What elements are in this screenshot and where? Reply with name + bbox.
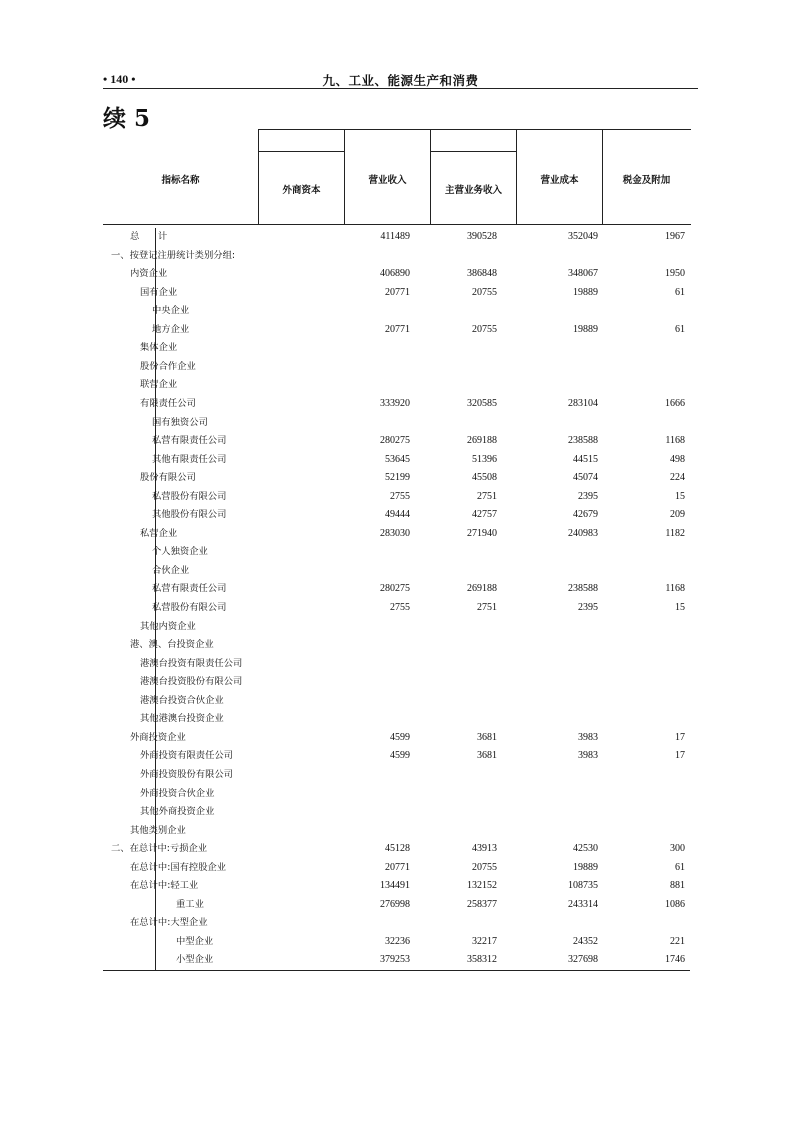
row-value-v4: 1967 bbox=[665, 231, 685, 242]
row-value-v2: 51396 bbox=[472, 453, 497, 465]
table-row bbox=[103, 543, 690, 561]
table-row bbox=[103, 228, 690, 246]
row-label: 港澳台投资合伙企业 bbox=[140, 694, 224, 706]
row-value-v1: 276998 bbox=[380, 898, 410, 910]
table-row bbox=[103, 358, 690, 376]
row-value-v1: 4599 bbox=[390, 750, 410, 762]
row-value-v1: 49444 bbox=[385, 509, 410, 521]
table-row bbox=[103, 877, 690, 895]
row-value-v1: 280275 bbox=[380, 435, 410, 447]
row-label: 外商投资股份有限公司 bbox=[140, 768, 233, 780]
row-label: 国有独资公司 bbox=[152, 416, 208, 428]
column-header-indicator: 指标名称 bbox=[161, 175, 200, 186]
row-value-v3: 238588 bbox=[568, 583, 598, 595]
row-value-v2: 3681 bbox=[477, 750, 497, 762]
row-value-v4: 15 bbox=[675, 490, 685, 502]
row-value-v2: 132152 bbox=[467, 880, 497, 892]
row-label: 港澳台投资有限责任公司 bbox=[140, 657, 243, 669]
row-value-v1: 280275 bbox=[380, 583, 410, 595]
table-bottom-rule bbox=[103, 970, 690, 971]
row-label: 重工业 bbox=[176, 898, 204, 910]
column-header-foreign-capital: 外商资本 bbox=[282, 185, 321, 196]
chapter-title: 九、工业、能源生产和消费 bbox=[322, 73, 479, 88]
table-row bbox=[103, 747, 690, 765]
row-value-v2: 32217 bbox=[472, 935, 497, 947]
table-row bbox=[103, 376, 690, 394]
row-value-v4: 300 bbox=[670, 843, 685, 855]
table-row bbox=[103, 580, 690, 598]
row-value-v1: 134491 bbox=[380, 880, 410, 892]
row-value-v2: 258377 bbox=[467, 898, 497, 910]
column-header-operating-revenue: 营业收入 bbox=[368, 175, 407, 186]
row-value-v3: 108735 bbox=[568, 880, 598, 892]
row-value-v4: 498 bbox=[670, 453, 685, 465]
row-value-v3: 19889 bbox=[573, 323, 598, 335]
row-value-v2: 45508 bbox=[472, 472, 497, 484]
row-value-v4: 1746 bbox=[665, 954, 685, 966]
row-value-v2: 20755 bbox=[472, 861, 497, 873]
row-label: 在总计中:轻工业 bbox=[130, 880, 199, 892]
row-value-v1: 20771 bbox=[385, 861, 410, 873]
table-row bbox=[103, 506, 690, 524]
table-row bbox=[103, 265, 690, 283]
row-value-v2: 3681 bbox=[477, 731, 497, 743]
row-value-v1: 53645 bbox=[385, 453, 410, 465]
row-value-v3: 283104 bbox=[568, 397, 598, 409]
table-row bbox=[103, 284, 690, 302]
row-value-v1: 20771 bbox=[385, 323, 410, 335]
row-label: 私营股份有限公司 bbox=[152, 602, 227, 613]
row-value-v3: 24352 bbox=[573, 935, 598, 947]
row-label: 合伙企业 bbox=[152, 564, 190, 576]
row-value-v2: 2751 bbox=[477, 490, 497, 502]
row-value-v3: 327698 bbox=[568, 954, 598, 966]
table-row bbox=[103, 729, 690, 747]
page-number: • 140 • bbox=[103, 72, 136, 86]
row-label: 在总计中:大型企业 bbox=[130, 917, 208, 929]
row-value-v4: 61 bbox=[675, 286, 685, 298]
table-row bbox=[103, 914, 690, 932]
row-value-v1: 406890 bbox=[380, 268, 410, 280]
table-row bbox=[103, 488, 690, 506]
row-label: 私营有限责任公司 bbox=[152, 583, 227, 595]
row-value-v3: 3983 bbox=[578, 731, 598, 743]
row-value-v4: 1086 bbox=[665, 898, 685, 910]
continuation-title: 续 5 bbox=[103, 105, 151, 132]
row-value-v4: 881 bbox=[670, 880, 685, 892]
row-value-v1: 411489 bbox=[380, 231, 410, 242]
row-label: 有限责任公司 bbox=[140, 397, 196, 409]
row-value-v4: 224 bbox=[670, 472, 685, 484]
column-header-taxes-surcharges: 税金及附加 bbox=[622, 175, 671, 186]
row-label: 国有企业 bbox=[140, 286, 178, 298]
row-value-v2: 358312 bbox=[467, 954, 497, 966]
table-row bbox=[103, 469, 690, 487]
row-value-v2: 320585 bbox=[467, 397, 497, 409]
row-value-v2: 2751 bbox=[477, 602, 497, 613]
row-label: 地方企业 bbox=[152, 323, 190, 335]
row-value-v3: 243314 bbox=[568, 898, 598, 910]
row-label: 中型企业 bbox=[176, 935, 214, 947]
row-value-v2: 20755 bbox=[472, 323, 497, 335]
row-label: 其他股份有限公司 bbox=[152, 509, 227, 521]
row-value-v3: 44515 bbox=[573, 453, 598, 465]
table-row bbox=[103, 247, 690, 265]
row-value-v1: 32236 bbox=[385, 935, 410, 947]
table-row bbox=[103, 655, 690, 673]
table-row bbox=[103, 432, 690, 450]
row-label: 联营企业 bbox=[140, 379, 178, 391]
row-value-v3: 348067 bbox=[568, 268, 598, 280]
row-value-v1: 45128 bbox=[385, 843, 410, 855]
table-row bbox=[103, 822, 690, 840]
row-label: 港、澳、台投资企业 bbox=[130, 639, 214, 651]
row-value-v4: 17 bbox=[675, 731, 685, 743]
row-label: 一、按登记注册统计类别分组: bbox=[111, 249, 235, 261]
row-label: 小型企业 bbox=[176, 954, 214, 966]
row-value-v3: 42679 bbox=[573, 509, 598, 521]
row-value-v2: 386848 bbox=[467, 268, 497, 280]
row-value-v2: 390528 bbox=[467, 231, 497, 242]
row-value-v4: 1182 bbox=[665, 527, 685, 539]
row-label: 内资企业 bbox=[130, 268, 168, 280]
row-label: 私营企业 bbox=[140, 527, 178, 539]
row-value-v3: 2395 bbox=[578, 490, 598, 502]
table-row bbox=[103, 302, 690, 320]
row-value-v3: 352049 bbox=[568, 231, 598, 242]
table-row bbox=[103, 451, 690, 469]
table-row bbox=[103, 321, 690, 339]
row-label: 股份有限公司 bbox=[140, 472, 196, 484]
table-row bbox=[103, 692, 690, 710]
row-label: 其他内资企业 bbox=[140, 620, 196, 632]
row-label: 其他外商投资企业 bbox=[140, 806, 215, 818]
row-label: 外商投资企业 bbox=[130, 731, 186, 743]
row-label: 私营有限责任公司 bbox=[152, 435, 227, 447]
row-value-v4: 1168 bbox=[665, 435, 685, 447]
row-label: 外商投资合伙企业 bbox=[140, 787, 215, 799]
row-value-v2: 271940 bbox=[467, 527, 497, 539]
row-label: 其他有限责任公司 bbox=[152, 453, 227, 465]
row-value-v4: 61 bbox=[675, 323, 685, 335]
row-value-v4: 61 bbox=[675, 861, 685, 873]
row-label: 外商投资有限责任公司 bbox=[140, 750, 233, 762]
row-value-v3: 238588 bbox=[568, 435, 598, 447]
row-value-v2: 269188 bbox=[467, 435, 497, 447]
page-header bbox=[103, 70, 698, 89]
row-value-v1: 20771 bbox=[385, 286, 410, 298]
row-label: 在总计中:国有控股企业 bbox=[130, 861, 227, 873]
row-value-v1: 2755 bbox=[390, 490, 410, 502]
table-row bbox=[103, 673, 690, 691]
table-row bbox=[103, 339, 690, 357]
column-header-operating-cost: 营业成本 bbox=[540, 175, 579, 186]
table-row bbox=[103, 710, 690, 728]
table-row bbox=[103, 859, 690, 877]
table-row bbox=[103, 636, 690, 654]
row-label: 总 计 bbox=[130, 231, 168, 242]
table-row bbox=[103, 766, 690, 784]
row-value-v1: 52199 bbox=[385, 472, 410, 484]
table-header bbox=[103, 129, 690, 225]
table-row bbox=[103, 414, 690, 432]
row-value-v4: 15 bbox=[675, 602, 685, 613]
row-value-v2: 42757 bbox=[472, 509, 497, 521]
row-label: 股份合作企业 bbox=[140, 360, 196, 372]
row-value-v1: 333920 bbox=[380, 397, 410, 409]
row-value-v1: 4599 bbox=[390, 731, 410, 743]
table-row bbox=[103, 618, 690, 636]
row-label: 其他类别企业 bbox=[130, 824, 186, 836]
row-label: 私营股份有限公司 bbox=[152, 490, 227, 502]
table-row bbox=[103, 933, 690, 951]
table-row bbox=[103, 896, 690, 914]
row-value-v1: 379253 bbox=[380, 954, 410, 966]
row-value-v3: 3983 bbox=[578, 750, 598, 762]
row-value-v3: 19889 bbox=[573, 286, 598, 298]
table-row bbox=[103, 562, 690, 580]
row-value-v3: 42530 bbox=[573, 843, 598, 855]
table-row bbox=[103, 803, 690, 821]
row-value-v4: 1950 bbox=[665, 268, 685, 280]
row-label: 二、在总计中:亏损企业 bbox=[111, 843, 208, 855]
row-value-v3: 240983 bbox=[568, 527, 598, 539]
row-value-v3: 2395 bbox=[578, 602, 598, 613]
row-value-v3: 45074 bbox=[573, 472, 598, 484]
row-value-v2: 20755 bbox=[472, 286, 497, 298]
row-label: 集体企业 bbox=[140, 342, 178, 354]
row-value-v3: 19889 bbox=[573, 861, 598, 873]
row-label: 港澳台投资股份有限公司 bbox=[140, 676, 243, 688]
row-value-v1: 2755 bbox=[390, 602, 410, 613]
table-row bbox=[103, 951, 690, 969]
table-row bbox=[103, 599, 690, 617]
column-header-main-business-revenue: 主营业务收入 bbox=[444, 185, 502, 196]
row-label: 其他港澳台投资企业 bbox=[140, 713, 224, 725]
row-value-v4: 221 bbox=[670, 935, 685, 947]
table-row bbox=[103, 840, 690, 858]
row-value-v2: 269188 bbox=[467, 583, 497, 595]
row-value-v4: 209 bbox=[670, 509, 685, 521]
row-value-v4: 1666 bbox=[665, 397, 685, 409]
row-label: 中央企业 bbox=[152, 305, 190, 317]
table-row bbox=[103, 395, 690, 413]
row-label: 个人独资企业 bbox=[152, 546, 208, 558]
table-row bbox=[103, 785, 690, 803]
row-value-v1: 283030 bbox=[380, 527, 410, 539]
row-value-v4: 1168 bbox=[665, 583, 685, 595]
row-value-v4: 17 bbox=[675, 750, 685, 762]
table-row bbox=[103, 525, 690, 543]
row-value-v2: 43913 bbox=[472, 843, 497, 855]
